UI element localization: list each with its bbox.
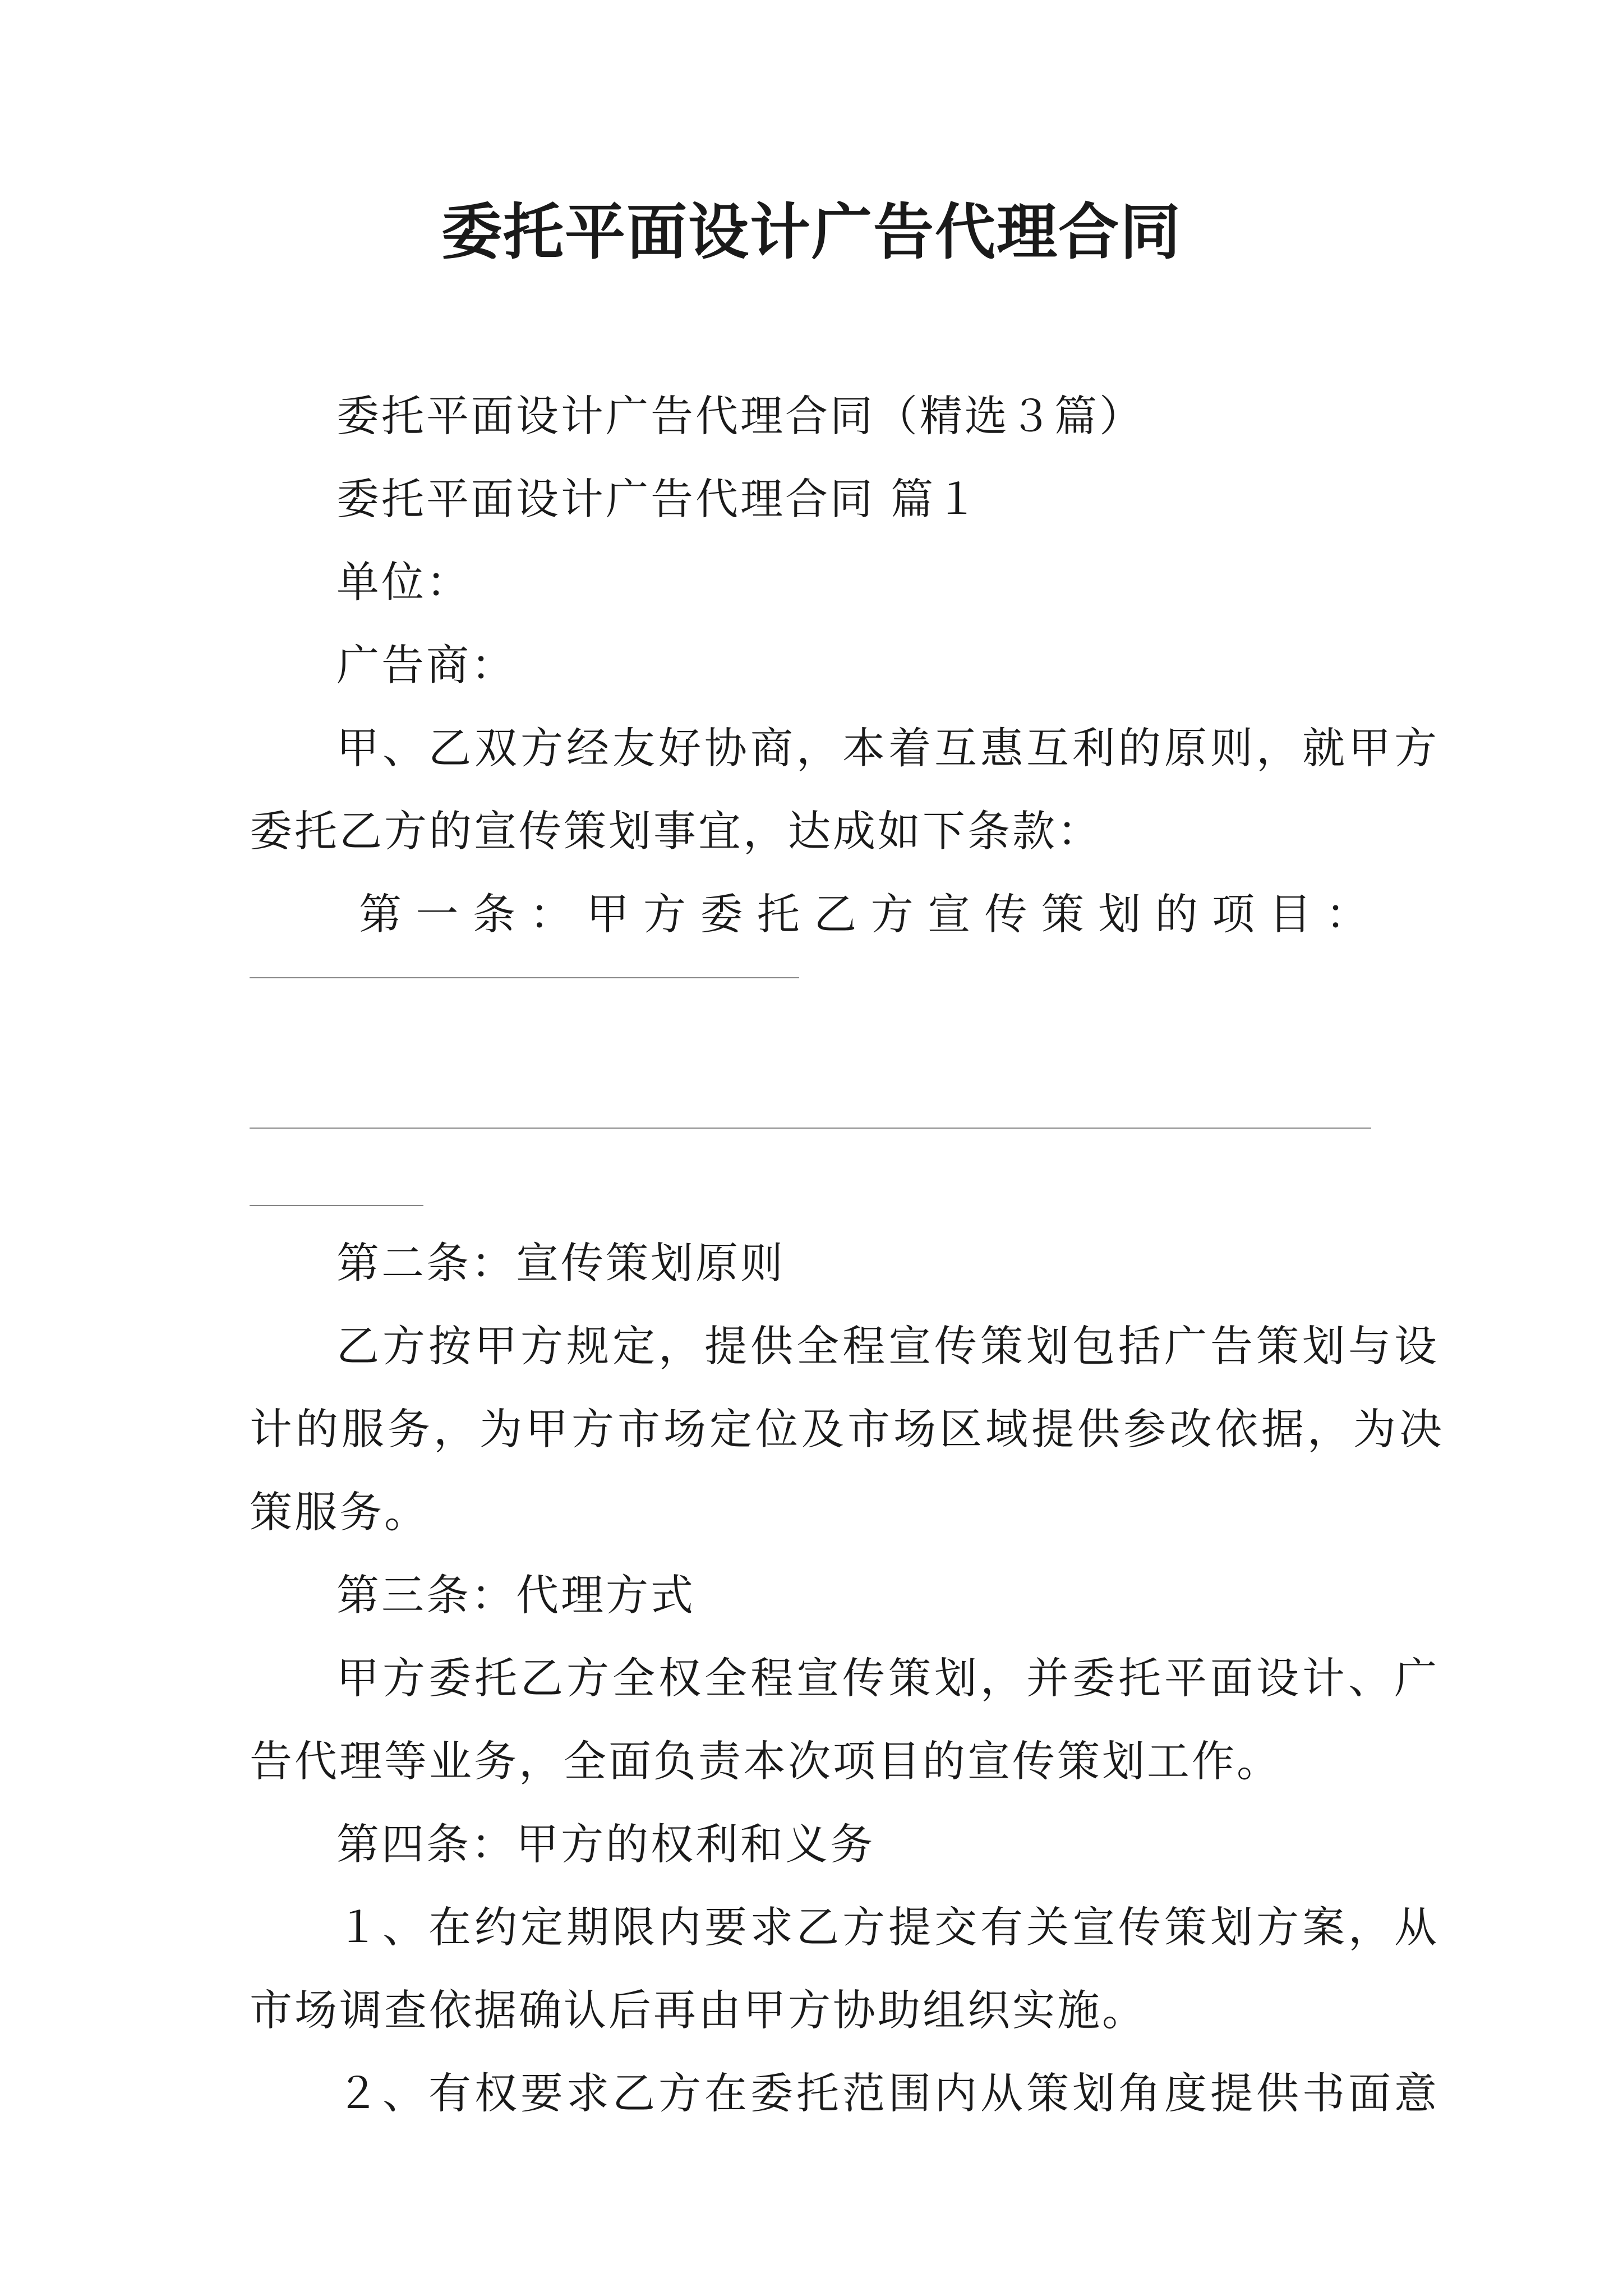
subtitle-line: 委托平面设计广告代理合同（精选３篇） (336, 391, 1144, 441)
article-1-char: 条 (472, 889, 515, 939)
article-3-heading: 第三条：代理方式 (336, 1570, 695, 1620)
article-1-char: 托 (757, 889, 800, 939)
paragraph-line: 乙方按甲方规定，提供全程宣传策划包括广告策划与设 (336, 1321, 1440, 1371)
article-1-char: 项 (1212, 889, 1255, 939)
blank-rule (250, 1128, 1371, 1129)
article-1-char: 乙 (814, 889, 857, 939)
blank-rule (250, 977, 799, 978)
article-1-char: 方 (870, 889, 914, 939)
paragraph-line: 市场调查依据确认后再由甲方协助组织实施。 (250, 1985, 1147, 2035)
paragraph-line: 委托乙方的宣传策划事宜，达成如下条款： (250, 806, 1102, 856)
article-1-heading (359, 873, 1368, 956)
article-1-char: 宣 (928, 889, 971, 939)
article-2-heading: 第二条：宣传策划原则 (336, 1238, 785, 1288)
article-1-char: 委 (700, 889, 743, 939)
paragraph-line: 告代理等业务，全面负责本次项目的宣传策划工作。 (250, 1736, 1281, 1786)
section-heading: 委托平面设计广告代理合同 篇１ (336, 474, 981, 524)
paragraph-line: 策服务。 (250, 1487, 429, 1537)
blank-rule (250, 1205, 423, 1206)
article-1-char: 策 (1041, 889, 1084, 939)
article-1-char: 方 (643, 889, 686, 939)
article-1-char: 第 (359, 889, 402, 939)
paragraph-line: 计的服务，为甲方市场定位及市场区域提供参改依据，为决 (250, 1404, 1445, 1454)
article-1-char: 的 (1155, 889, 1198, 939)
article-1-char: ： (529, 889, 573, 939)
document-title: 委托平面设计广告代理合同 (441, 197, 1182, 268)
paragraph-line: 甲、乙双方经友好协商，本着互惠互利的原则，就甲方 (336, 723, 1440, 773)
article-1-char: 甲 (586, 889, 629, 939)
article-4-heading: 第四条：甲方的权利和义务 (336, 1819, 875, 1869)
article-1-char: 目 (1269, 889, 1312, 939)
unit-label: 单位： (336, 557, 471, 607)
advertiser-label: 广告商： (336, 640, 516, 690)
list-item: ２、有权要求乙方在委托范围内从策划角度提供书面意 (336, 2068, 1440, 2118)
paragraph-line: 甲方委托乙方全权全程宣传策划，并委托平面设计、广 (336, 1653, 1440, 1703)
article-1-char: 一 (416, 889, 459, 939)
article-1-char: ： (1325, 889, 1368, 939)
list-item: １、在约定期限内要求乙方提交有关宣传策划方案，从 (336, 1902, 1440, 1952)
article-1-char: 传 (984, 889, 1027, 939)
article-1-char: 划 (1098, 889, 1141, 939)
